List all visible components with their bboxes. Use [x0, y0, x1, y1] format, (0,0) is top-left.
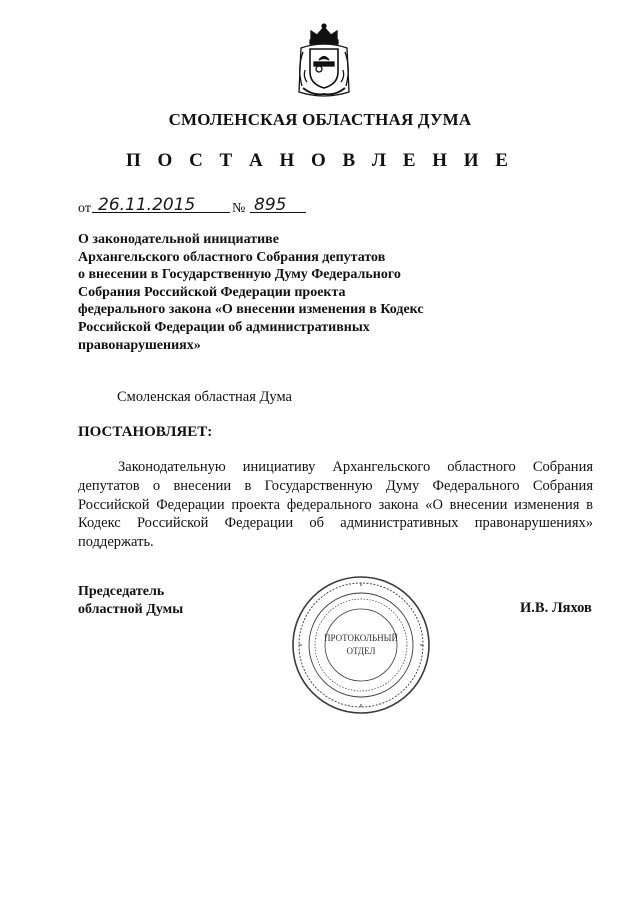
subject-line: о внесении в Государственную Думу Федерального — [78, 267, 401, 283]
body-line: Законодательную инициативу Архангельского областного Собрания — [118, 459, 593, 475]
subject-line: Архангельского областного Собрания депутатов — [78, 249, 386, 265]
preamble: Смоленская областная Дума — [117, 389, 292, 405]
organization-name: СМОЛЕНСКАЯ ОБЛАСТНАЯ ДУМА — [168, 110, 472, 129]
subject-line: О законодательной инициативе — [78, 232, 279, 247]
resolution-body — [78, 458, 593, 552]
body-line: поддержать. — [78, 534, 154, 551]
body-line: Российской Федерации проекта федерального закона «О внесении изменения в — [78, 496, 593, 513]
seal-center-line2: ОТДЕЛ — [346, 646, 376, 656]
subject-line: Российской Федерации об административных — [78, 319, 370, 335]
document-subject — [78, 231, 478, 354]
subject-line: правонарушениях» — [78, 337, 201, 353]
document-type-title: П О С Т А Н О В Л Е Н И Е — [126, 150, 514, 171]
subject-line: федерального закона «О внесении изменения в Кодекс — [78, 302, 424, 318]
body-line: депутатов о внесении в Государственную Думу Федерального Собрания — [78, 477, 593, 494]
signatory-name: И.В. Ляхов — [520, 600, 592, 616]
handwritten-number: 895 — [250, 195, 306, 213]
date-prefix: от — [78, 201, 91, 216]
number-prefix: № — [232, 201, 246, 216]
body-line: Кодекс Российской Федерации об административных правонарушениях» — [78, 515, 593, 532]
signatory-title-line: областной Думы — [78, 602, 184, 617]
signatory-title — [78, 583, 183, 619]
coat-of-arms-icon — [293, 22, 355, 100]
seal-center-line1: ПРОТОКОЛЬНЫЙ — [324, 633, 398, 643]
resolves-heading: ПОСТАНОВЛЯЕТ: — [78, 424, 213, 440]
subject-line: Собрания Российской Федерации проекта — [78, 284, 346, 300]
signatory-title-line: Председатель — [78, 584, 165, 599]
handwritten-date: 26.11.2015 — [92, 195, 230, 213]
official-seal-icon — [290, 574, 432, 716]
